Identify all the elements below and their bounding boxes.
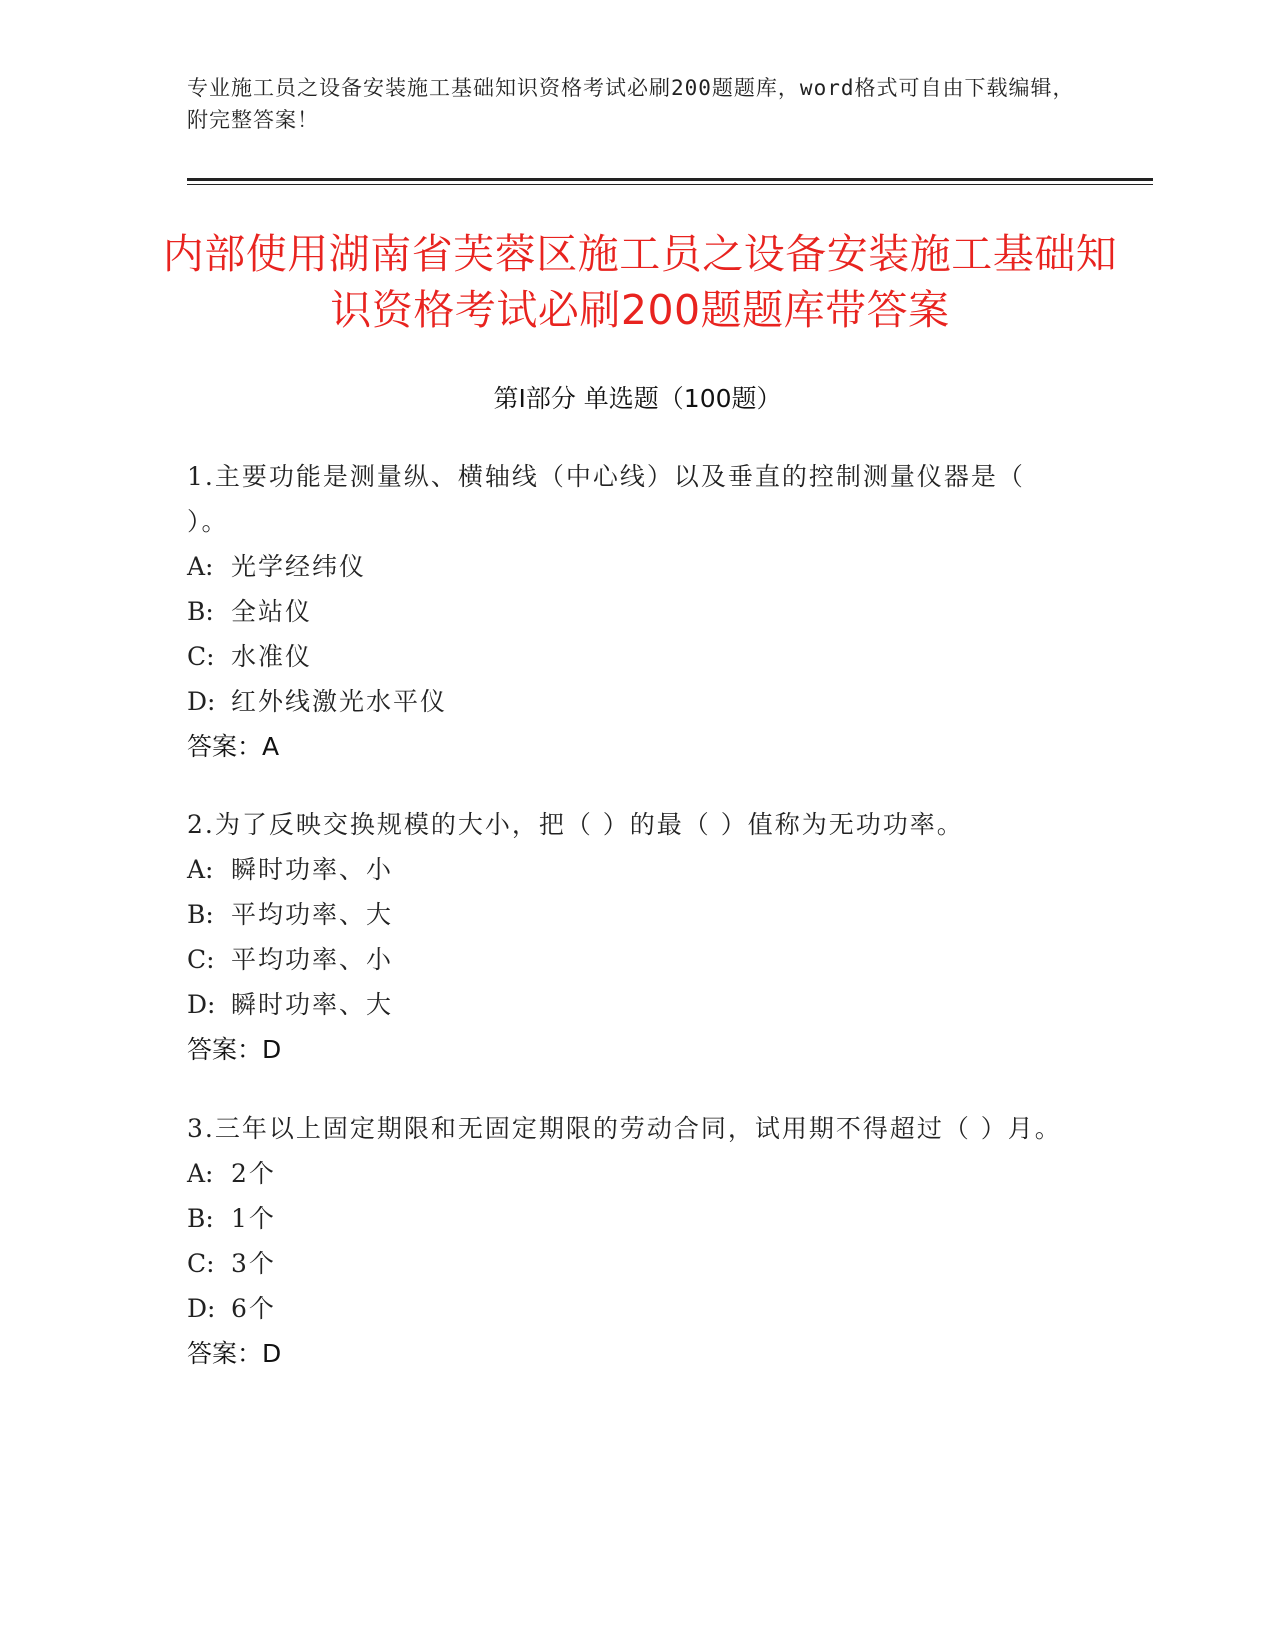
- option-key: D:: [187, 990, 216, 1019]
- option-text: 全站仪: [231, 597, 313, 626]
- question-stem: 3.三年以上固定期限和无固定期限的劳动合同，试用期不得超过（ ）月。: [187, 1114, 1062, 1143]
- option-key: C:: [187, 1249, 215, 1278]
- option-b: [187, 1196, 1067, 1241]
- option-d: [187, 1286, 1067, 1331]
- header-note: 专业施工员之设备安装施工基础知识资格考试必刷200题题库，word格式可自由下载编辑，附完整答案！: [187, 76, 1075, 132]
- option-text: 3个: [231, 1249, 276, 1278]
- option-a: [187, 544, 1067, 589]
- answer-line: 答案：A: [187, 732, 280, 761]
- option-key: D:: [187, 1294, 216, 1323]
- option-text: 1个: [231, 1204, 276, 1233]
- option-c: [187, 937, 1067, 982]
- option-text: 红外线激光水平仪: [231, 687, 448, 716]
- option-d: [187, 982, 1067, 1027]
- option-key: C:: [187, 945, 215, 974]
- option-key: A:: [187, 1159, 214, 1188]
- answer-line: 答案：D: [187, 1339, 282, 1368]
- question-2: [187, 802, 1067, 1072]
- question-1: [187, 454, 1067, 769]
- option-key: B:: [187, 900, 214, 929]
- answer-line: 答案：D: [187, 1035, 282, 1064]
- option-text: 2个: [231, 1159, 276, 1188]
- option-a: [187, 1151, 1067, 1196]
- option-a: [187, 847, 1067, 892]
- section-title: 第I部分 单选题（100题）: [493, 384, 782, 413]
- option-text: 瞬时功率、小: [231, 855, 394, 884]
- question-stem: 2.为了反映交换规模的大小，把（ ）的最（ ）值称为无功功率。: [187, 810, 964, 839]
- option-key: A:: [187, 552, 214, 581]
- option-key: B:: [187, 1204, 214, 1233]
- option-key: D:: [187, 687, 216, 716]
- document-title: 内部使用湖南省芙蓉区施工员之设备安装施工基础知识资格考试必刷200题题库带答案: [162, 230, 1118, 334]
- option-text: 光学经纬仪: [231, 552, 367, 581]
- question-stem: 1.主要功能是测量纵、横轴线（中心线）以及垂直的控制测量仪器是（ ）。: [187, 462, 1025, 536]
- option-text: 6个: [231, 1294, 276, 1323]
- option-text: 水准仪: [231, 642, 313, 671]
- option-text: 平均功率、大: [231, 900, 394, 929]
- option-d: [187, 679, 1067, 724]
- question-3: [187, 1106, 1067, 1376]
- option-c: [187, 634, 1067, 679]
- header-divider-thin: [187, 184, 1153, 185]
- option-text: 平均功率、小: [231, 945, 394, 974]
- option-b: [187, 892, 1067, 937]
- option-key: A:: [187, 855, 214, 884]
- option-text: 瞬时功率、大: [231, 990, 394, 1019]
- option-b: [187, 589, 1067, 634]
- option-c: [187, 1241, 1067, 1286]
- option-key: C:: [187, 642, 215, 671]
- header-divider-thick: [187, 178, 1153, 181]
- option-key: B:: [187, 597, 214, 626]
